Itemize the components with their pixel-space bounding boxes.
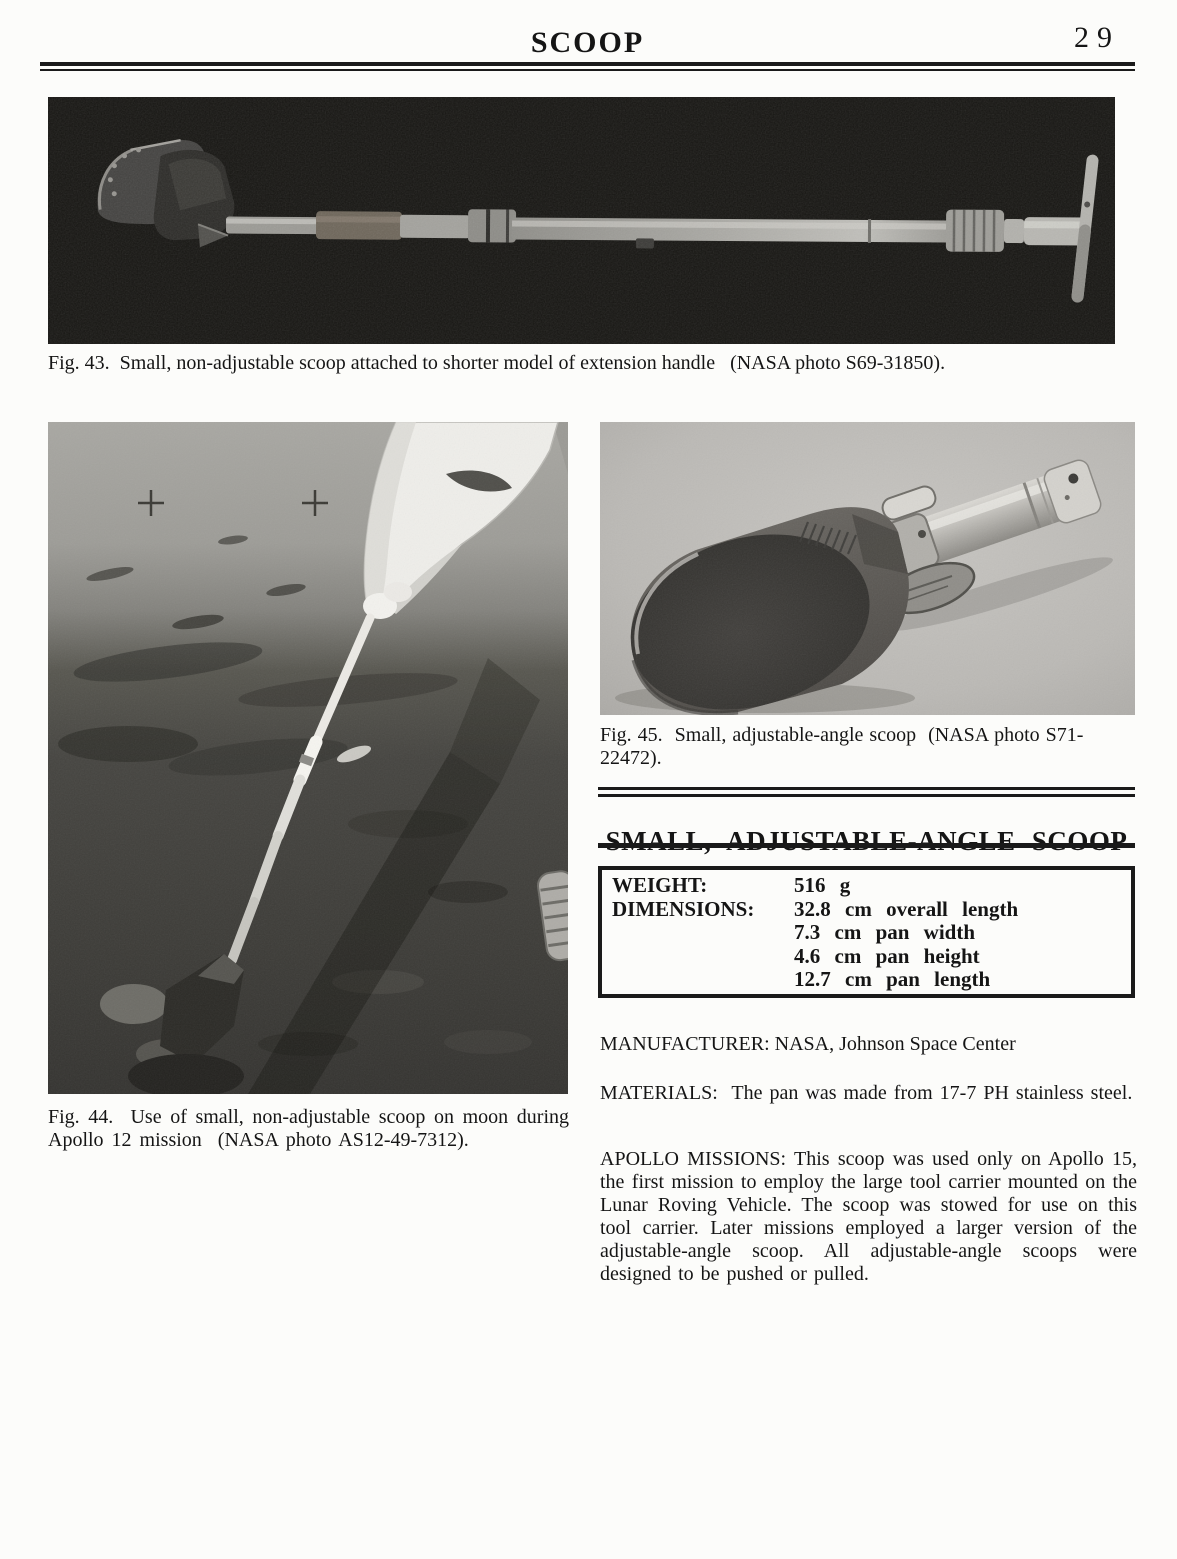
- figure-44-photo: [48, 422, 568, 1094]
- spec-value-weight: 516 g: [794, 873, 851, 897]
- section-heading: SMALL, ADJUSTABLE-ANGLE SCOOP: [605, 826, 1128, 857]
- apollo-missions-paragraph: APOLLO MISSIONS: This scoop was used only on Apollo 15, the first mission to employ the large tool carrier mounted on the Lunar Roving Vehicle. The scoop was stowed for use on this tool carrier. Later missions employed a larger version of the adjustable-angle scoop. All adjustable-angle scoops were designed to be pushed or pulled.: [600, 1148, 1144, 1285]
- film-grain-overlay: [48, 422, 568, 1094]
- section-top-rule: [598, 787, 1135, 797]
- materials-paragraph: MATERIALS: The pan was made from 17-7 PH stainless steel.: [600, 1082, 1133, 1104]
- film-grain-overlay: [600, 422, 1135, 715]
- figure-44-caption: Fig. 44. Use of small, non-adjustable scoop on moon during Apollo 12 mission (NASA photo AS12-49-7312).: [48, 1106, 576, 1151]
- spec-value-pan-height: 4.6 cm pan height: [794, 943, 980, 968]
- spec-value-pan-length: 12.7 cm pan length: [794, 967, 991, 991]
- figure-45-caption: Fig. 45. Small, adjustable-angle scoop (NASA photo S71-22472).: [600, 724, 1084, 769]
- figure-43-photo: [48, 97, 1115, 344]
- spec-label-blank-1: [612, 921, 794, 945]
- scoop-extension-handle-photo: [48, 97, 1115, 344]
- spec-value-pan-width: 7.3 cm pan width: [794, 920, 976, 944]
- adjustable-scoop-photo: [600, 422, 1135, 715]
- spec-box: [598, 866, 1135, 998]
- manufacturer-paragraph: MANUFACTURER: NASA, Johnson Space Center: [600, 1033, 1016, 1055]
- figure-43-caption: Fig. 43. Small, non-adjustable scoop attached to shorter model of extension handle (NASA photo S69-31850).: [48, 352, 946, 374]
- spec-value-overall-length: 32.8 cm overall length: [794, 896, 1019, 921]
- moon-scoop-use-photo: [48, 422, 568, 1094]
- film-grain-overlay: [48, 97, 1115, 344]
- spec-label-blank-2: [612, 945, 794, 969]
- spec-label-weight: WEIGHT:: [612, 873, 708, 897]
- page-number: 29: [1074, 21, 1120, 54]
- spec-label-dimensions: DIMENSIONS:: [612, 896, 755, 921]
- section-heading-underline: [598, 843, 1135, 848]
- figure-45-photo: [600, 422, 1135, 715]
- header-rule: [40, 62, 1135, 71]
- spec-label-blank-3: [612, 968, 794, 992]
- page-title: SCOOP: [530, 26, 645, 59]
